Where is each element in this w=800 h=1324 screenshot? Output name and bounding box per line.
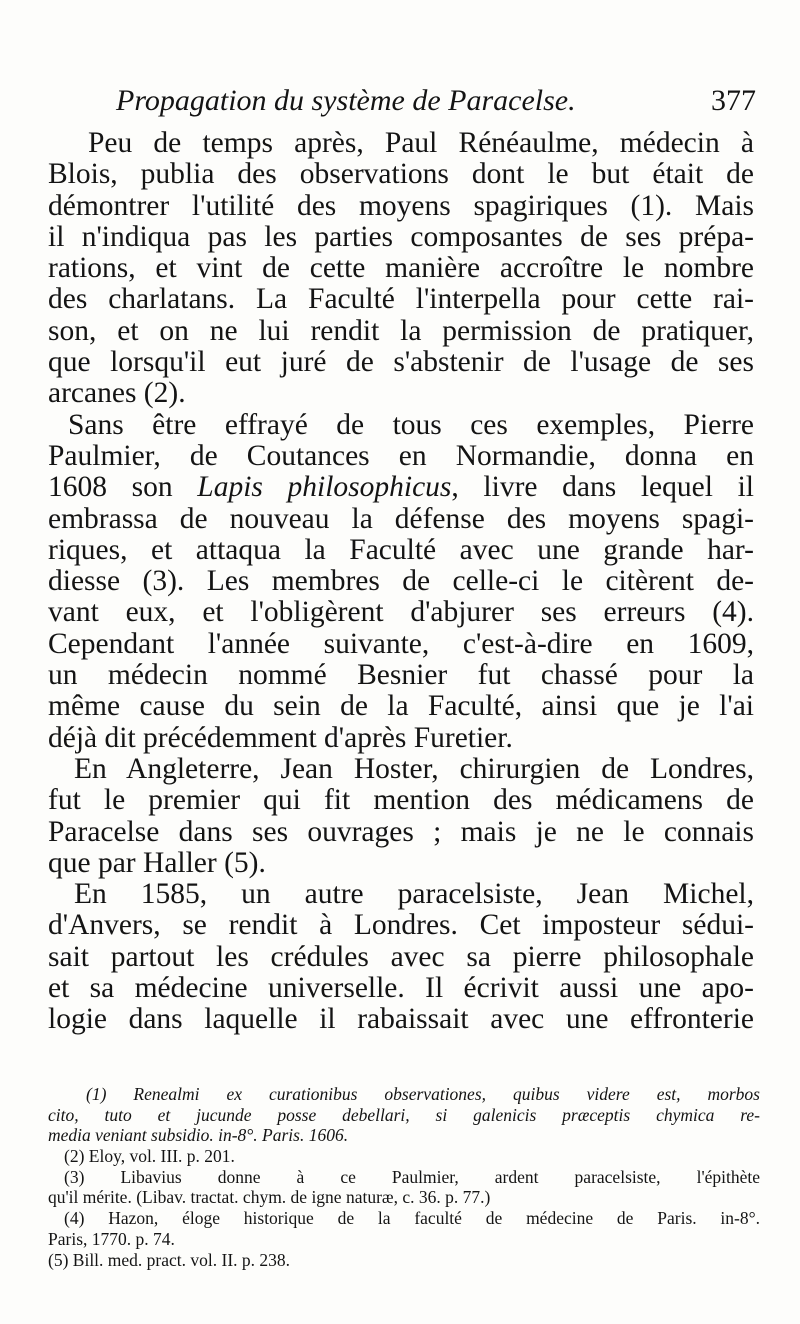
body-line: sait partout les crédules avec sa pierre philosophale xyxy=(48,940,754,973)
body-line: des charlatans. La Faculté l'interpella pour cette rai- xyxy=(48,283,754,316)
page-number: 377 xyxy=(711,84,756,117)
body-line: embrassa de nouveau la défense des moyens spagi- xyxy=(48,502,754,535)
body-line: En 1585, un autre paracelsiste, Jean Michel, xyxy=(74,878,754,911)
body-line: que lorsqu'il eut juré de s'abstenir de l'usage de ses xyxy=(48,346,754,379)
footnote-line: Paris, 1770. p. 74. xyxy=(48,1228,175,1249)
body-line: logie dans laquelle il rabaissait avec une effronterie xyxy=(48,1003,754,1036)
body-line: Blois, publia des observations dont le but était de xyxy=(48,158,754,191)
body-line: Paulmier, de Coutances en Normandie, donna en xyxy=(48,439,754,472)
footnote-line: (1) Renealmi ex curationibus observationes, quibus videre est, morbos xyxy=(86,1084,760,1104)
body-line: démontrer l'utilité des moyens spagiriques (1). Mais xyxy=(48,189,754,222)
footnote-line: media veniant subsidio. in-8°. Paris. 1606. xyxy=(48,1125,349,1146)
body-line: arcanes (2). xyxy=(48,377,186,410)
body-line: rations, et vint de cette manière accroître le nombre xyxy=(48,252,754,285)
body-line: d'Anvers, se rendit à Londres. Cet imposteur sédui- xyxy=(48,909,754,942)
body-line: que par Haller (5). xyxy=(48,846,266,879)
body-line: Peu de temps après, Paul Rénéaulme, médecin à xyxy=(88,127,754,159)
footnote-line: (4) Hazon, éloge historique de la faculté de médecine de Paris. in-8°. xyxy=(64,1208,760,1229)
body-line: Paracelse dans ses ouvrages ; mais je ne le connais xyxy=(48,815,754,848)
page-header xyxy=(116,84,756,124)
body-line: Cependant l'année suivante, c'est-à-dire en 1609, xyxy=(48,627,754,660)
body-line: même cause du sein de la Faculté, ainsi que je l'ai xyxy=(48,690,754,723)
body-line: diesse (3). Les membres de celle-ci le citèrent de- xyxy=(48,565,754,598)
body-line-with-title xyxy=(48,472,754,503)
footnote-line: (5) Bill. med. pract. vol. II. p. 238. xyxy=(48,1249,291,1270)
footnote-line: qu'il mérite. (Libav. tractat. chym. de igne naturæ, c. 36. p. 77.) xyxy=(48,1187,491,1208)
body-line: fut le premier qui fit mention des médicamens de xyxy=(48,784,754,817)
running-title: Propagation du système de Paracelse. xyxy=(116,84,576,117)
body-line: riques, et attaqua la Faculté avec une grande har- xyxy=(48,533,754,566)
body-line: son, et on ne lui rendit la permission de pratiquer, xyxy=(48,314,754,347)
body-line: Sans être effrayé de tous ces exemples, Pierre xyxy=(68,408,754,441)
footnote-line: cito, tuto et jucunde posse debellari, si galenicis præceptis chymica re- xyxy=(48,1104,760,1125)
body-line: un médecin nommé Besnier fut chassé pour la xyxy=(48,659,754,692)
footnote-line: (3) Libavius donne à ce Paulmier, ardent paracelsiste, l'épithète xyxy=(64,1166,760,1187)
lapis-line: 1608 son Lapis philosophicus, livre dans lequel il xyxy=(48,471,754,504)
body-text xyxy=(48,128,754,1036)
book-title: Lapis philosophicus xyxy=(197,471,452,504)
body-line: déjà dit précédemment d'après Furetier. xyxy=(48,721,513,754)
body-line: il n'indiqua pas les parties composantes de ses prépa- xyxy=(48,220,754,253)
body-line: vant eux, et l'obligèrent d'abjurer ses erreurs (4). xyxy=(48,596,754,629)
footnotes xyxy=(48,1084,760,1270)
footnote-line: (2) Eloy, vol. III. p. 201. xyxy=(64,1146,235,1167)
body-line: En Angleterre, Jean Hoster, chirurgien de Londres, xyxy=(74,752,754,785)
body-line: et sa médecine universelle. Il écrivit aussi une apo- xyxy=(48,972,754,1005)
